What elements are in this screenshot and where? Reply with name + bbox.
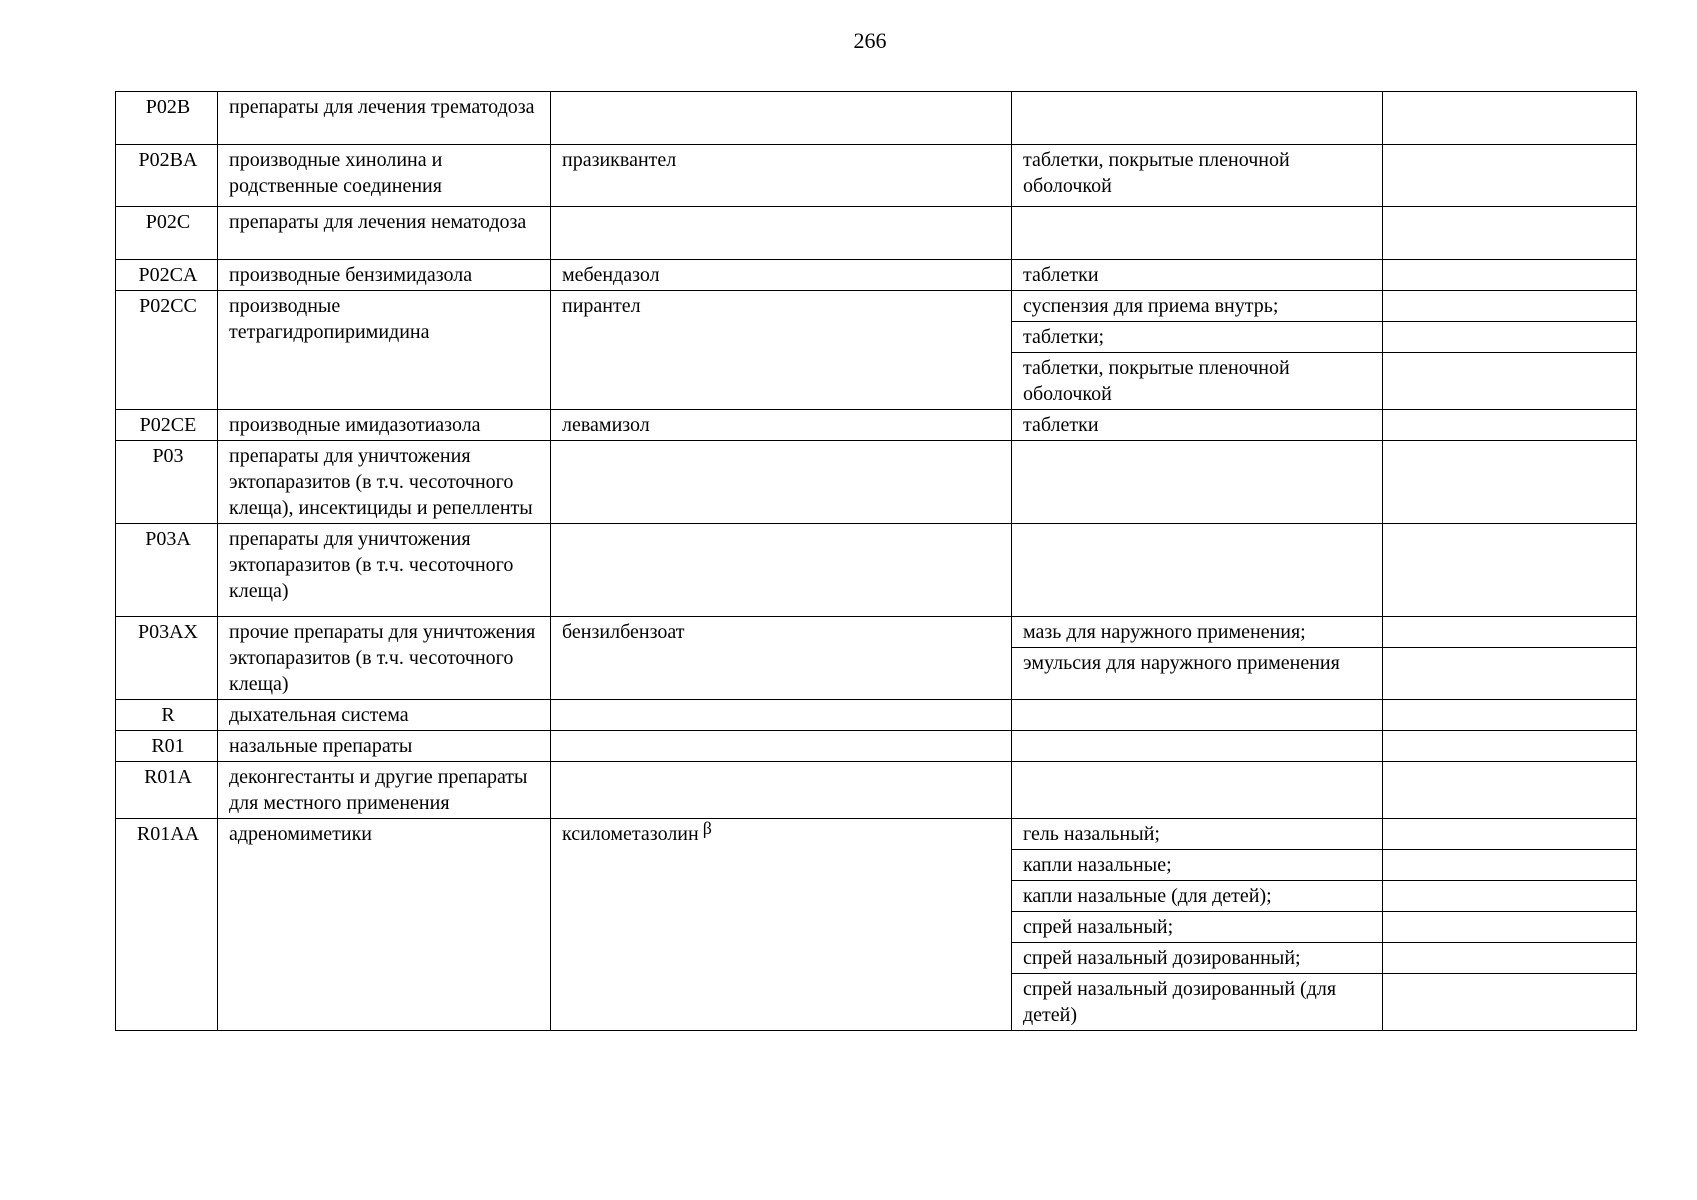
dosage-form <box>1012 762 1383 819</box>
group-name: прочие препараты для уничтожения эктопаразитов (в т.ч. чесоточного клеща) <box>218 617 551 700</box>
drug-name <box>551 731 1012 762</box>
dosage-form <box>1012 92 1383 145</box>
dosage-form <box>1012 441 1383 524</box>
table-row <box>116 731 1637 762</box>
group-name: препараты для уничтожения эктопаразитов (в т.ч. чесоточного клеща) <box>218 524 551 617</box>
dosage-form: таблетки, покрытые пленочной оболочкой <box>1012 145 1383 207</box>
table-row <box>116 819 1637 850</box>
empty-cell <box>1383 943 1637 974</box>
atc-code: R01 <box>116 731 218 762</box>
empty-cell <box>1383 353 1637 410</box>
table-row <box>116 260 1637 291</box>
atc-code: P02C <box>116 207 218 260</box>
atc-code: R <box>116 700 218 731</box>
table-row <box>116 700 1637 731</box>
drug-name <box>551 207 1012 260</box>
empty-cell <box>1383 700 1637 731</box>
group-name: производные тетрагидропиримидина <box>218 291 551 410</box>
group-name: адреномиметики <box>218 819 551 1031</box>
table-row <box>116 762 1637 819</box>
group-name: производные имидазотиазола <box>218 410 551 441</box>
empty-cell <box>1383 291 1637 322</box>
dosage-form: капли назальные; <box>1012 850 1383 881</box>
drug-table <box>115 91 1637 1031</box>
dosage-form <box>1012 207 1383 260</box>
empty-cell <box>1383 974 1637 1031</box>
atc-code: P03A <box>116 524 218 617</box>
table-row <box>116 524 1637 617</box>
dosage-form: гель назальный; <box>1012 819 1383 850</box>
empty-cell <box>1383 260 1637 291</box>
atc-code: P02BA <box>116 145 218 207</box>
drug-name <box>551 700 1012 731</box>
empty-cell <box>1383 881 1637 912</box>
dosage-form: спрей назальный; <box>1012 912 1383 943</box>
atc-code: P03 <box>116 441 218 524</box>
group-name: производные хинолина и родственные соединения <box>218 145 551 207</box>
table-row <box>116 410 1637 441</box>
page-number: 266 <box>853 28 887 53</box>
group-name: дыхательная система <box>218 700 551 731</box>
dosage-form: таблетки, покрытые пленочной оболочкой <box>1012 353 1383 410</box>
atc-code: R01A <box>116 762 218 819</box>
empty-cell <box>1383 322 1637 353</box>
drug-name: празиквантел <box>551 145 1012 207</box>
dosage-form: таблетки <box>1012 410 1383 441</box>
atc-code: P02CE <box>116 410 218 441</box>
table-row <box>116 145 1637 207</box>
empty-cell <box>1383 92 1637 145</box>
atc-code: R01AA <box>116 819 218 1031</box>
dosage-form: эмульсия для наружного применения <box>1012 648 1383 700</box>
dosage-form: спрей назальный дозированный; <box>1012 943 1383 974</box>
empty-cell <box>1383 731 1637 762</box>
beta-mark: β <box>702 818 712 838</box>
table-row <box>116 92 1637 145</box>
empty-cell <box>1383 819 1637 850</box>
drug-name <box>551 762 1012 819</box>
empty-cell <box>1383 410 1637 441</box>
drug-name: ксилометазолин <box>562 823 699 845</box>
dosage-form: суспензия для приема внутрь; <box>1012 291 1383 322</box>
group-name: производные бензимидазола <box>218 260 551 291</box>
group-name: назальные препараты <box>218 731 551 762</box>
empty-cell <box>1383 762 1637 819</box>
empty-cell <box>1383 441 1637 524</box>
dosage-form: таблетки; <box>1012 322 1383 353</box>
dosage-form: капли назальные (для детей); <box>1012 881 1383 912</box>
drug-name <box>551 524 1012 617</box>
atc-code: P02CA <box>116 260 218 291</box>
empty-cell <box>1383 207 1637 260</box>
drug-name: левамизол <box>551 410 1012 441</box>
dosage-form <box>1012 700 1383 731</box>
drug-name: мебендазол <box>551 260 1012 291</box>
drug-name-cell <box>551 819 1012 1031</box>
table-row <box>116 291 1637 322</box>
table-row <box>116 207 1637 260</box>
empty-cell <box>1383 648 1637 700</box>
dosage-form: таблетки <box>1012 260 1383 291</box>
dosage-form: мазь для наружного применения; <box>1012 617 1383 648</box>
dosage-form <box>1012 524 1383 617</box>
atc-code: P02CC <box>116 291 218 410</box>
drug-name <box>551 441 1012 524</box>
table-row <box>116 617 1637 648</box>
table-row <box>116 441 1637 524</box>
dosage-form <box>1012 731 1383 762</box>
dosage-form: спрей назальный дозированный (для детей) <box>1012 974 1383 1031</box>
drug-name: бензилбензоат <box>551 617 1012 700</box>
drug-name <box>551 92 1012 145</box>
group-name: препараты для лечения трематодоза <box>218 92 551 145</box>
group-name: деконгестанты и другие препараты для местного применения <box>218 762 551 819</box>
empty-cell <box>1383 145 1637 207</box>
empty-cell <box>1383 912 1637 943</box>
atc-code: P02B <box>116 92 218 145</box>
group-name: препараты для лечения нематодоза <box>218 207 551 260</box>
empty-cell <box>1383 850 1637 881</box>
group-name: препараты для уничтожения эктопаразитов (в т.ч. чесоточного клеща), инсектициды и репелленты <box>218 441 551 524</box>
drug-name: пирантел <box>551 291 1012 410</box>
atc-code: P03AX <box>116 617 218 700</box>
empty-cell <box>1383 617 1637 648</box>
empty-cell <box>1383 524 1637 617</box>
